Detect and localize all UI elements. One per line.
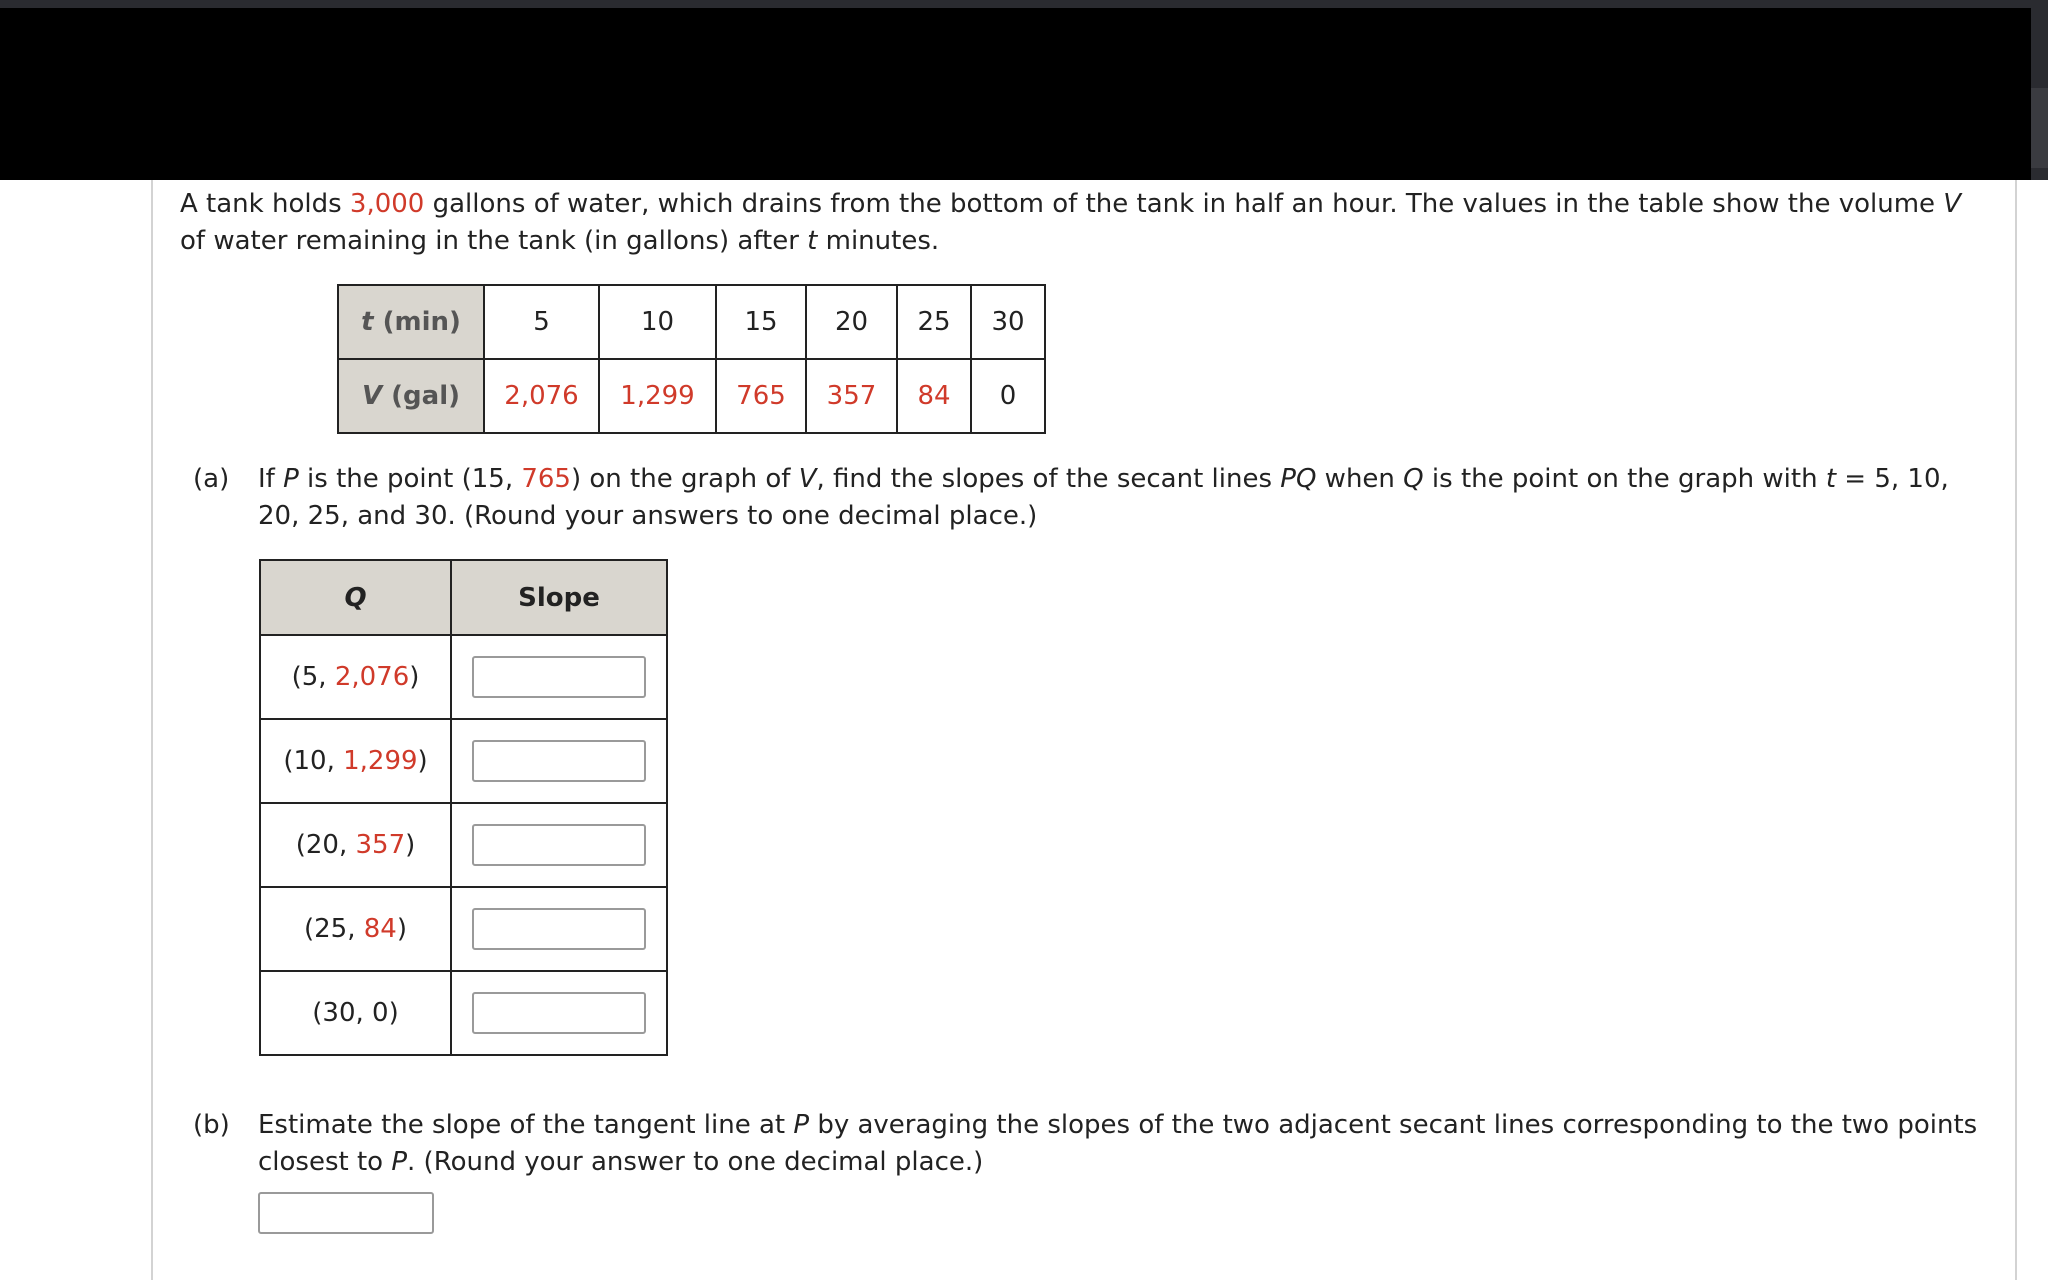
slope-input[interactable] [472,824,646,866]
part-b-label: (b) [193,1110,230,1140]
q-point: (25, 84) [260,887,451,971]
table-row [260,719,667,803]
slope-column-header: Slope [451,560,667,635]
slope-answer-cell [451,635,667,719]
volume-data-table [337,284,1046,434]
table-row [260,803,667,887]
volume-header: V (gal) [338,359,484,433]
panel-left-border [151,180,153,1280]
top-strip [0,0,2048,8]
time-cell: 30 [971,285,1045,359]
slope-answer-cell [451,803,667,887]
slope-table-header-row [260,560,667,635]
banner-edge-inner [2031,88,2048,168]
table-row [260,887,667,971]
q-column-header: Q [260,560,451,635]
volume-cell: 1,299 [599,359,716,433]
slope-answer-cell [451,971,667,1055]
time-cell: 20 [806,285,897,359]
part-a-label: (a) [193,464,230,494]
slope-input[interactable] [472,908,646,950]
volume-cell: 2,076 [484,359,599,433]
volume-cell: 357 [806,359,897,433]
slope-input[interactable] [472,656,646,698]
time-cell: 5 [484,285,599,359]
tank-capacity: 3,000 [349,189,425,219]
black-banner [0,8,2031,180]
q-point: (5, 2,076) [260,635,451,719]
table-row [260,635,667,719]
q-point: (20, 357) [260,803,451,887]
volume-row [338,359,1045,433]
table-row [260,971,667,1055]
volume-cell: 0 [971,359,1045,433]
slope-answer-cell [451,719,667,803]
time-header: t (min) [338,285,484,359]
tangent-slope-input[interactable] [258,1192,434,1234]
slope-table [259,559,668,1056]
q-point: (10, 1,299) [260,719,451,803]
problem-intro: A tank holds 3,000 gallons of water, which drains from the bottom of the tank in half an hour. The values in the table show the volume V of water remaining in the tank (in gallons) after t minutes. [180,189,1962,256]
time-cell: 25 [897,285,971,359]
time-cell: 15 [716,285,806,359]
part-a-question: If P is the point (15, 765) on the graph of V, find the slopes of the secant lines PQ when Q is the point on the graph with t = 5, 10, 20, 25, and 30. (Round your answers to one decimal place.) [258,464,1949,531]
slope-input[interactable] [472,740,646,782]
time-cell: 10 [599,285,716,359]
volume-cell: 765 [716,359,806,433]
slope-input[interactable] [472,992,646,1034]
time-row [338,285,1045,359]
part-b-question: Estimate the slope of the tangent line at P by averaging the slopes of the two adjacent secant lines corresponding to the two points closest to P. (Round your answer to one decimal place.) [258,1110,1978,1177]
slope-answer-cell [451,887,667,971]
q-point: (30, 0) [260,971,451,1055]
volume-cell: 84 [897,359,971,433]
